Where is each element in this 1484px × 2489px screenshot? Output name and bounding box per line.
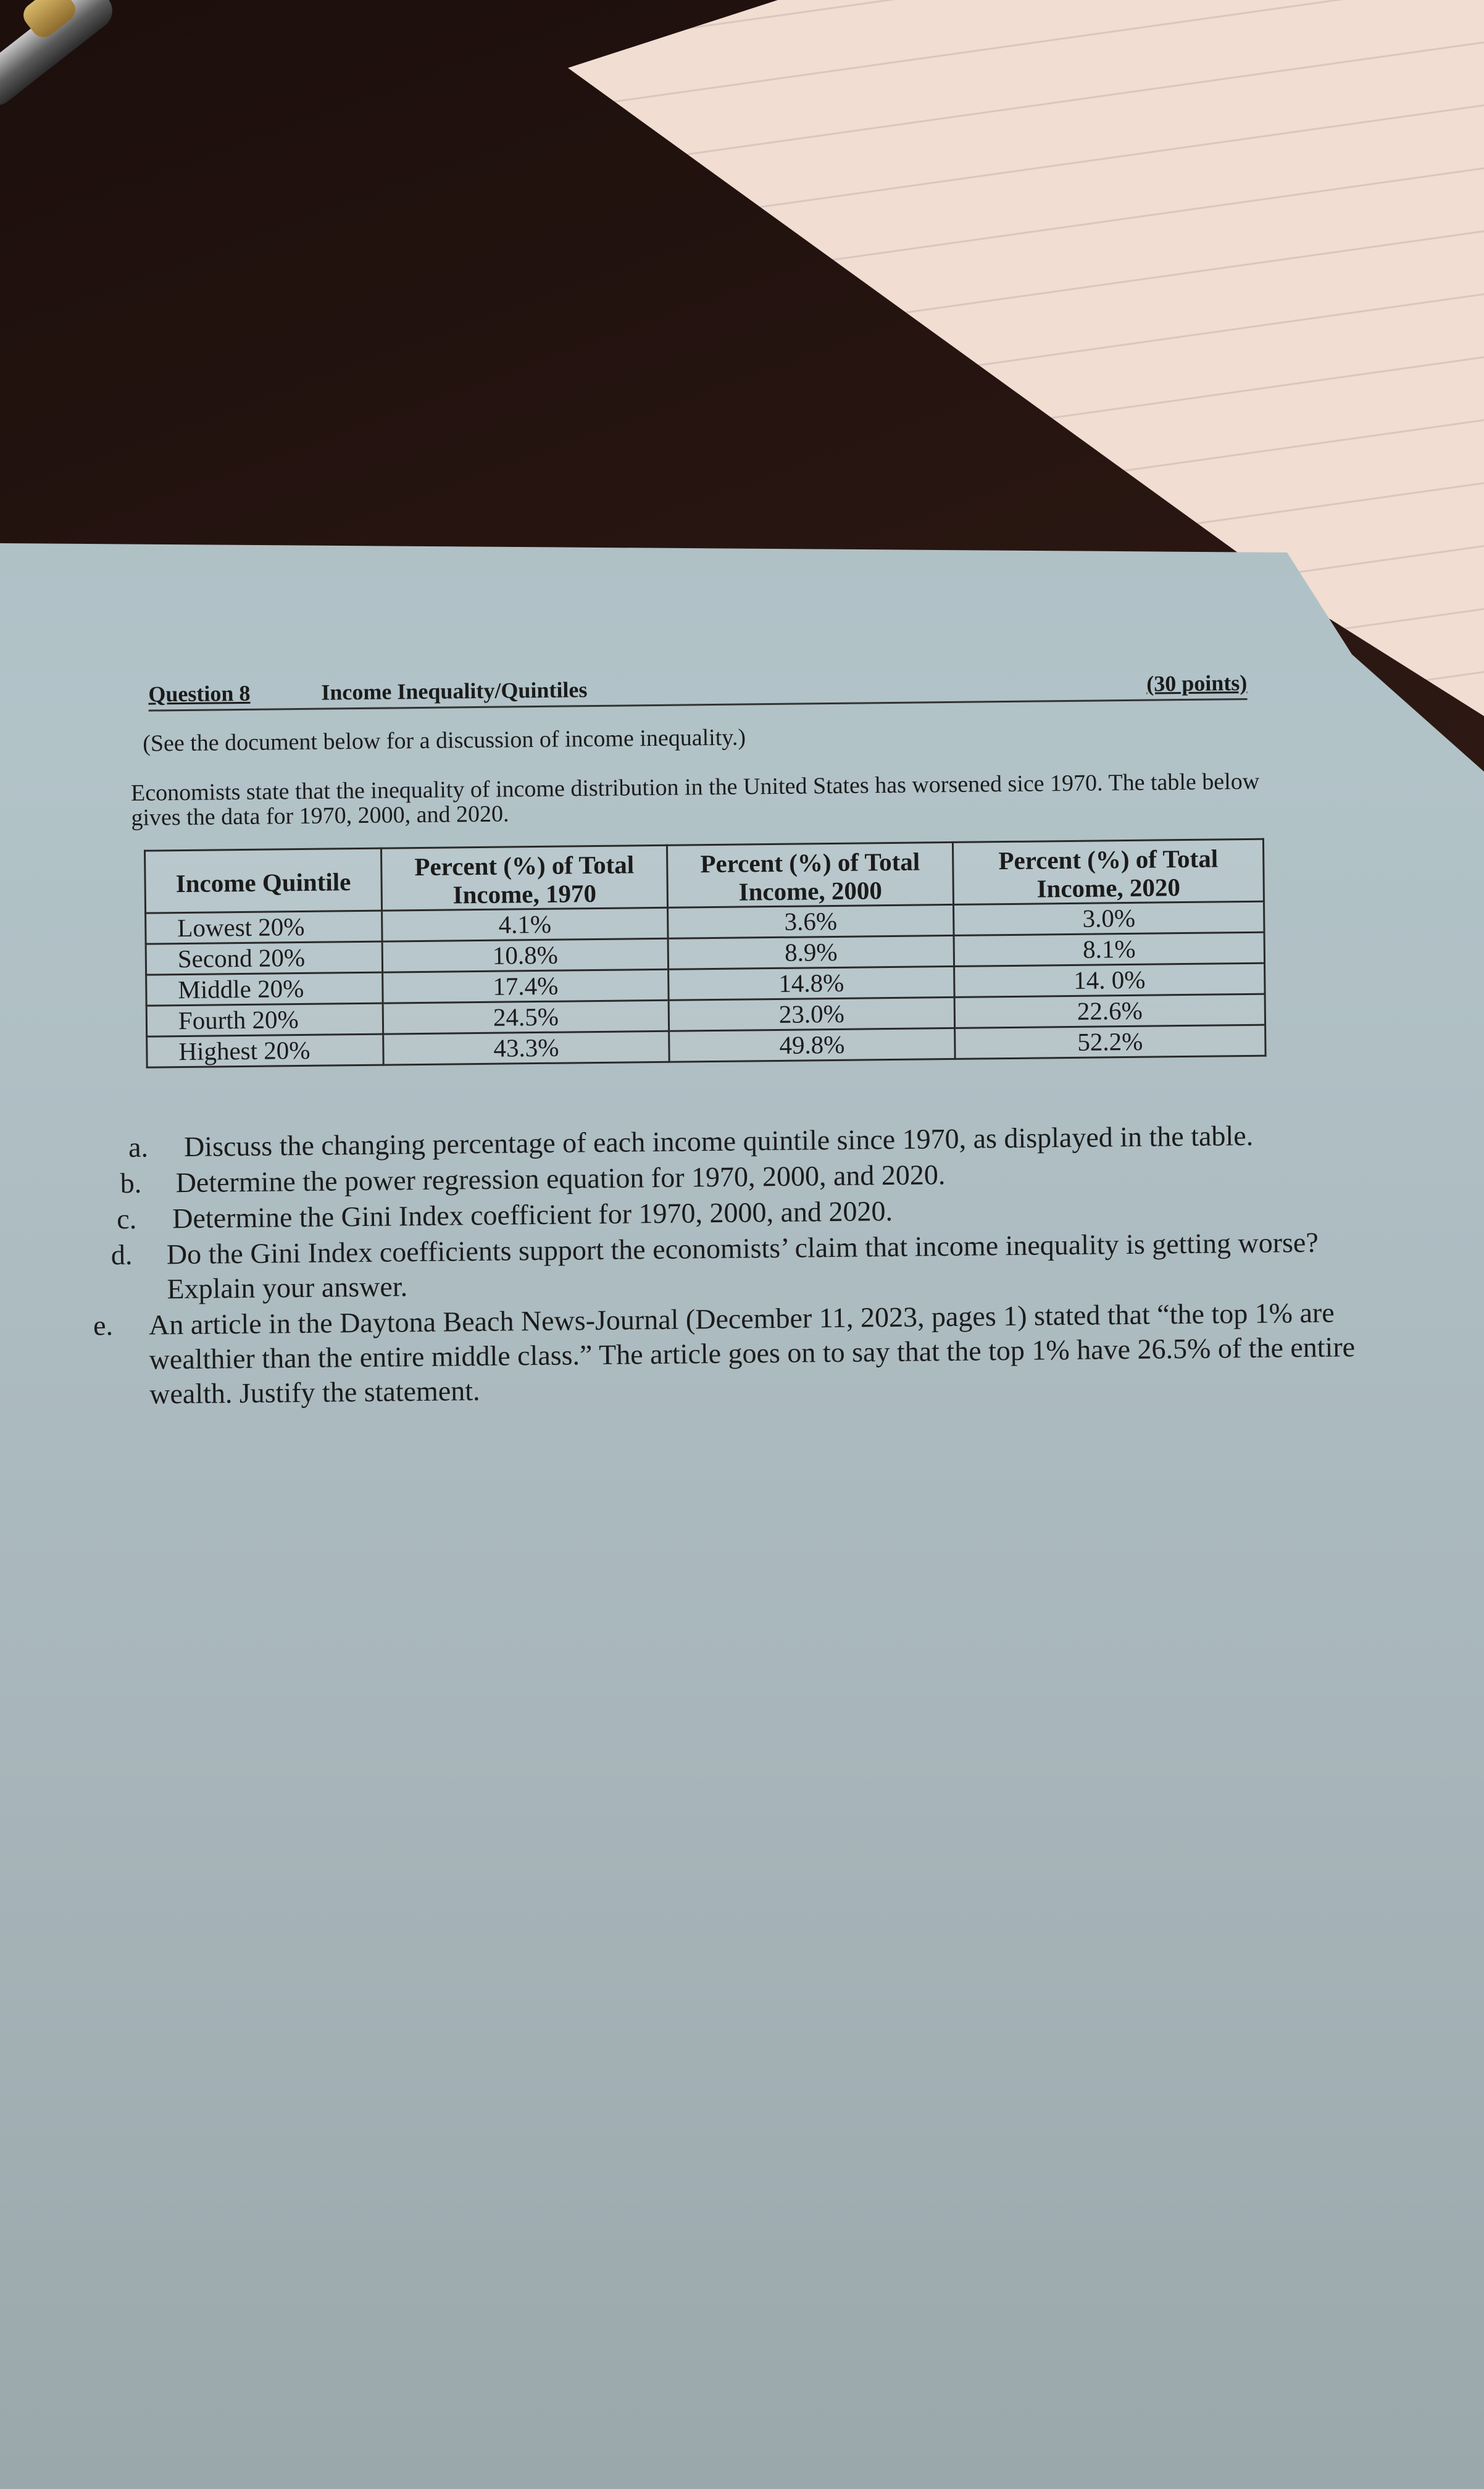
see-document-note: (See the document below for a discussion of income inequality.) (142, 724, 746, 757)
item-letter: d. (110, 1238, 133, 1271)
value-2000-cell: 8.9% (668, 935, 954, 969)
header-2020: Percent (%) of Total Income, 2020 (953, 839, 1264, 904)
question-title: Income Inequality/Quintiles (321, 677, 588, 705)
header-income-quintile: Income Quintile (145, 848, 382, 913)
quintile-cell: Middle 20% (146, 972, 383, 1006)
value-2020-cell: 8.1% (954, 932, 1264, 966)
value-1970-cell: 10.8% (382, 938, 668, 972)
value-2020-cell: 52.2% (955, 1025, 1265, 1059)
value-1970-cell: 17.4% (383, 969, 669, 1003)
question-items (93, 1117, 1366, 1412)
value-2000-cell: 3.6% (668, 904, 954, 938)
intro-paragraph: Economists state that the inequality of income distribution in the United States has worsened sice 1970. The table below gives the data for 1970, 2000, and 2020. (130, 768, 1260, 831)
value-2020-cell: 22.6% (954, 994, 1265, 1028)
item-letter: c. (116, 1203, 137, 1235)
item-text: Determine the Gini Index coefficient for 1970, 2000, and 2020. (172, 1195, 893, 1235)
header-2000: Percent (%) of Total Income, 2000 (667, 842, 953, 907)
quintile-cell: Highest 20% (147, 1034, 384, 1067)
value-1970-cell: 43.3% (383, 1031, 669, 1065)
list-item (93, 1295, 1366, 1412)
list-item (111, 1225, 1365, 1307)
item-letter: e. (93, 1309, 114, 1341)
question-number: Question 8 (148, 680, 251, 707)
value-2000-cell: 14.8% (669, 966, 954, 1000)
value-2000-cell: 49.8% (669, 1028, 955, 1062)
value-1970-cell: 4.1% (382, 907, 668, 941)
quintile-cell: Lowest 20% (146, 911, 383, 944)
header-1970: Percent (%) of Total Income, 1970 (381, 845, 667, 911)
item-text: Discuss the changing percentage of each income quintile since 1970, as displayed in the table. (183, 1119, 1254, 1163)
income-quintile-table (144, 838, 1267, 1069)
worksheet-content (93, 659, 1403, 1413)
question-points: (30 points) (1146, 670, 1248, 696)
item-letter: b. (120, 1167, 142, 1199)
table-header-row (145, 839, 1264, 913)
item-letter: a. (128, 1131, 149, 1163)
quintile-cell: Second 20% (146, 941, 383, 975)
item-text: Determine the power regression equation for 1970, 2000, and 2020. (175, 1159, 946, 1199)
item-text: An article in the Daytona Beach News-Journal (December 11, 2023, pages 1) stated that “the top 1% are wealthier than the entire middle class.” The article goes on to say that the top 1% have 26.5% of the entire wealth. Justify the statement. (148, 1296, 1356, 1410)
quintile-cell: Fourth 20% (146, 1003, 383, 1036)
value-1970-cell: 24.5% (383, 1000, 669, 1034)
value-2020-cell: 14. 0% (954, 963, 1265, 997)
value-2020-cell: 3.0% (954, 901, 1264, 935)
value-2000-cell: 23.0% (669, 997, 954, 1031)
item-text: Do the Gini Index coefficients support the economists’ claim that income inequality is getting worse? Explain your answer. (166, 1226, 1319, 1305)
